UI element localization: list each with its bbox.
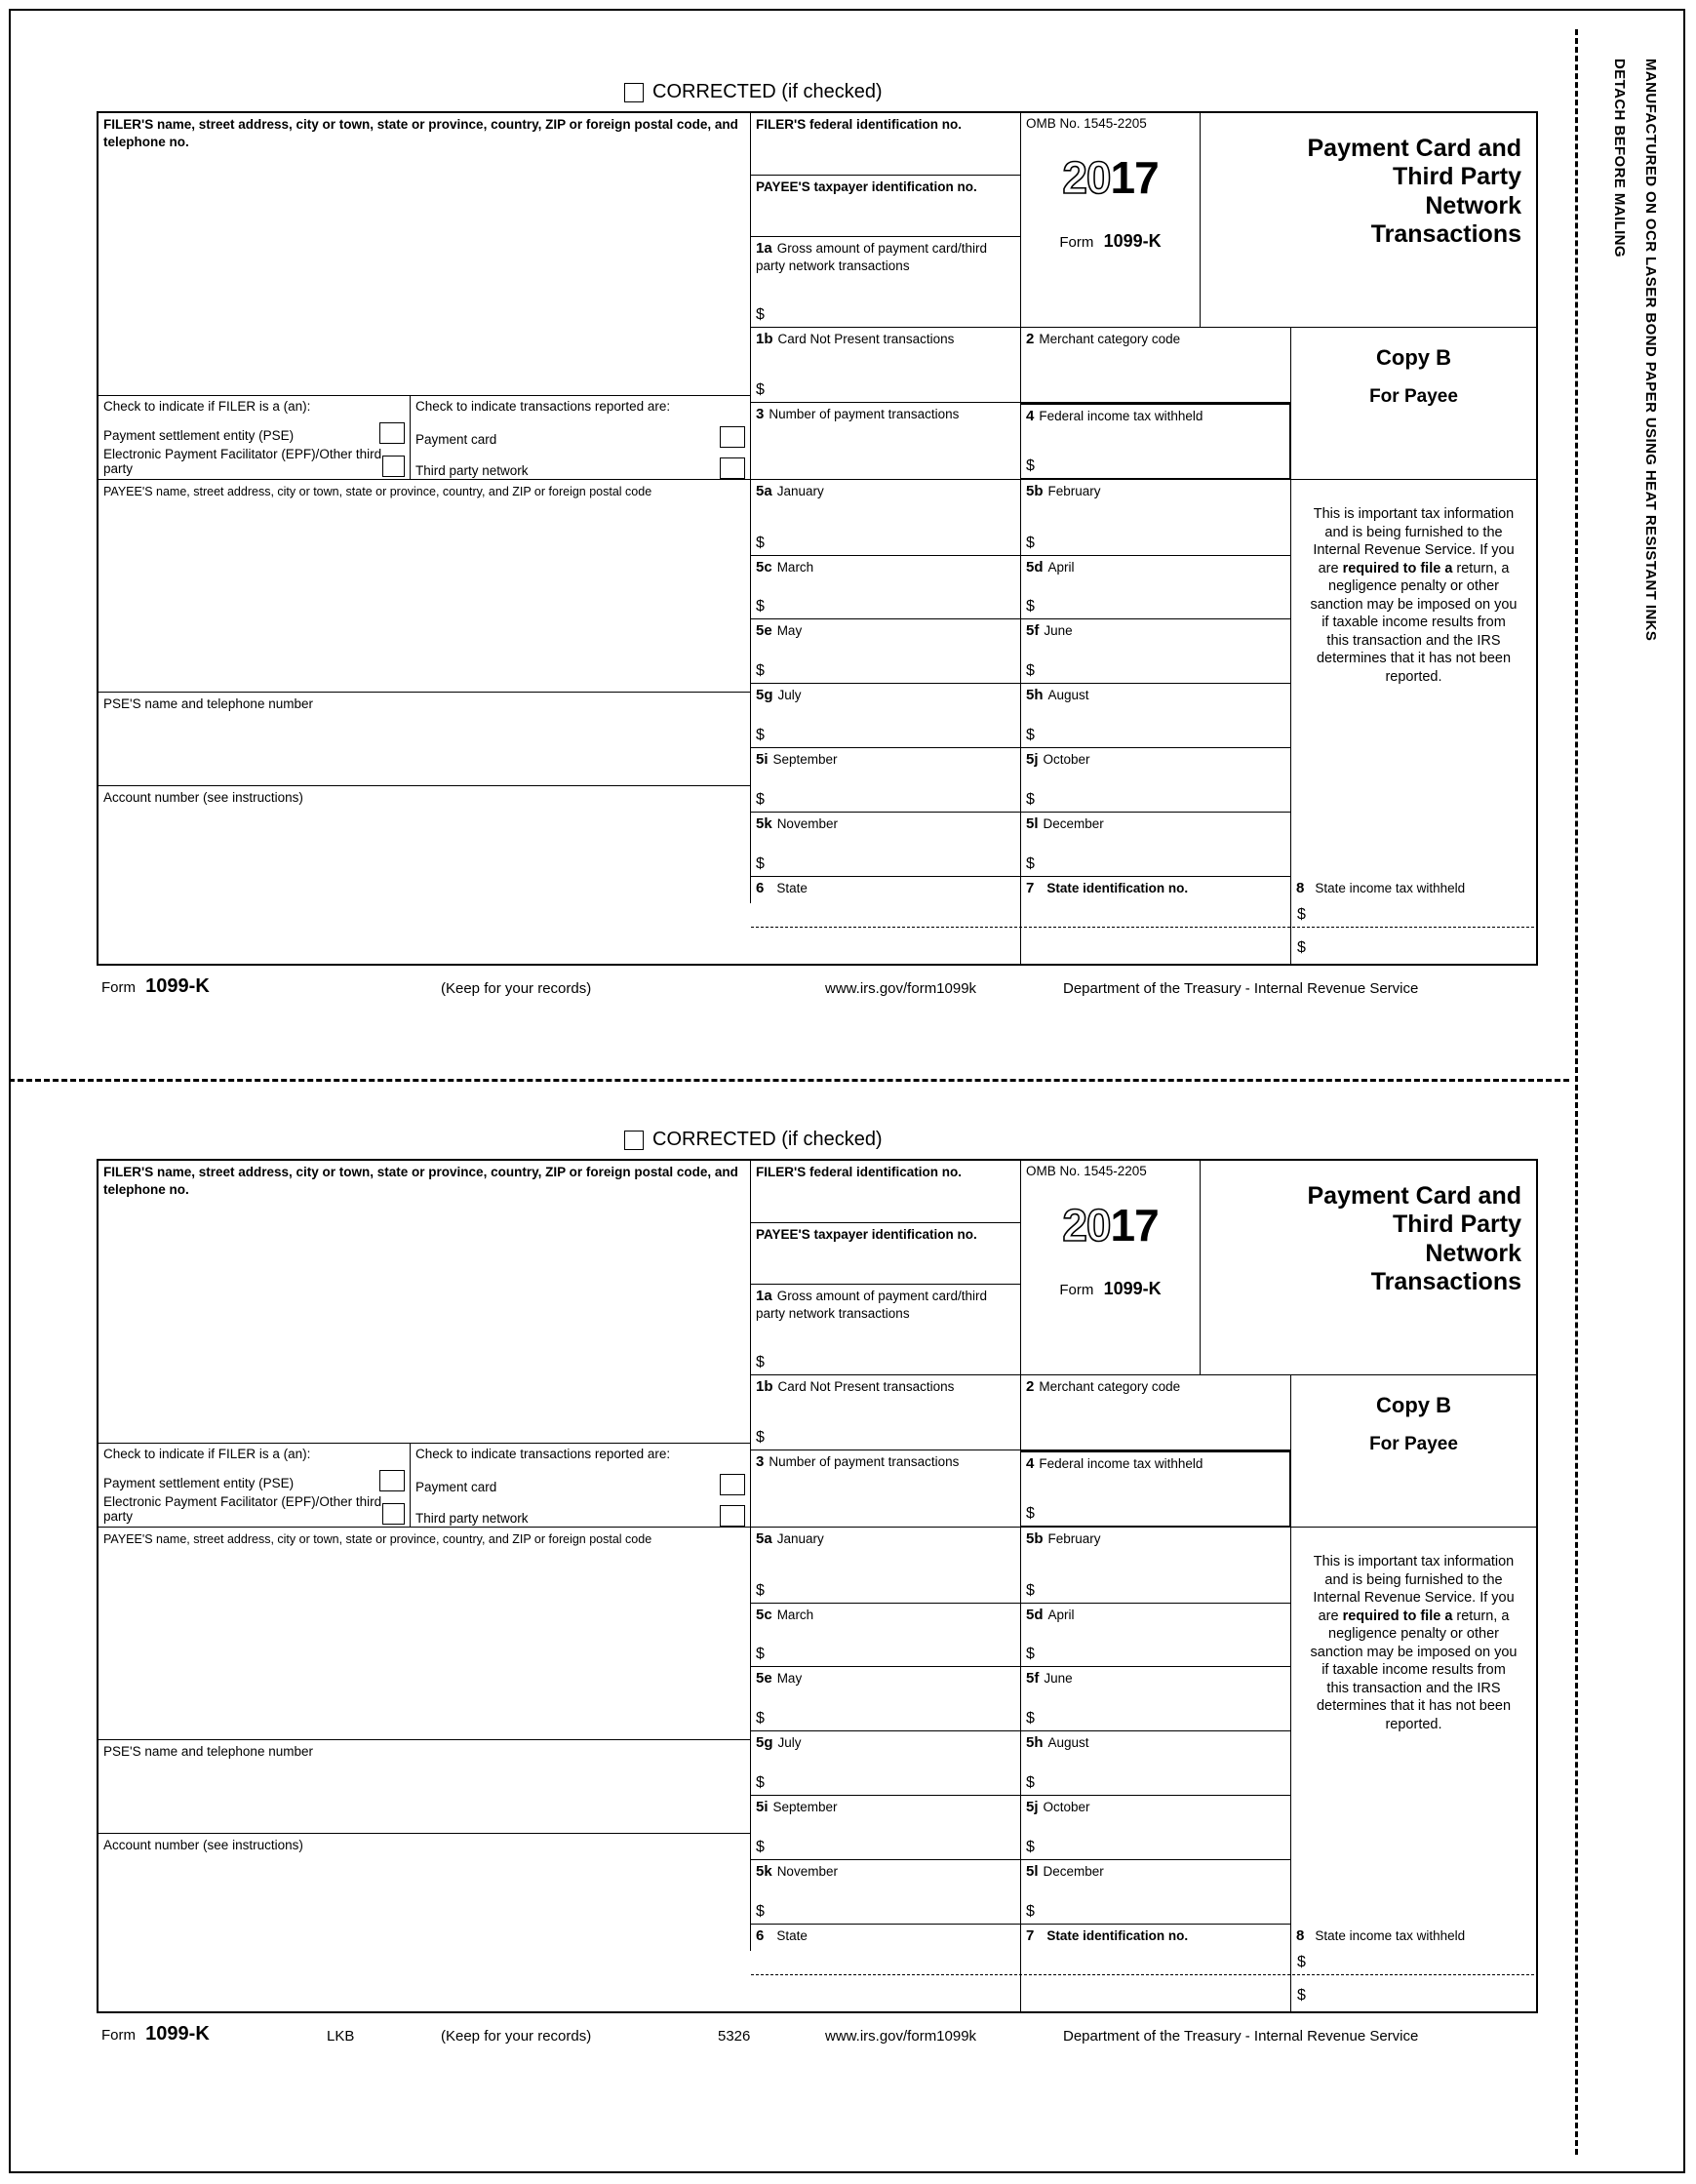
box-5e-number-2: 5e bbox=[756, 1670, 772, 1687]
box-4-number: 4 bbox=[1026, 408, 1035, 424]
box-5g-dollar-2: $ bbox=[756, 1774, 765, 1792]
copy-b-label-2: Copy B bbox=[1376, 1393, 1451, 1417]
box-2-number-2: 2 bbox=[1026, 1378, 1035, 1395]
corrected-checkbox[interactable] bbox=[624, 83, 644, 102]
box-5l-label: December bbox=[1043, 816, 1104, 831]
omb-year-box bbox=[1021, 113, 1201, 328]
box-1b-label: Card Not Present transactions bbox=[777, 332, 955, 346]
box-5i-label-2: September bbox=[772, 1800, 838, 1814]
box-7[interactable] bbox=[1021, 877, 1291, 965]
box-1a-dollar: $ bbox=[756, 306, 765, 324]
trans-1-label: Payment card bbox=[415, 432, 497, 447]
box-1b-label-2: Card Not Present transactions bbox=[777, 1379, 955, 1394]
copy-b-label: Copy B bbox=[1376, 345, 1451, 370]
box-1b-number: 1b bbox=[756, 331, 773, 347]
box-5g-number: 5g bbox=[756, 687, 773, 703]
box-5d-label: April bbox=[1047, 560, 1075, 575]
box-5e-label-2: May bbox=[776, 1671, 803, 1686]
box-1a[interactable] bbox=[751, 237, 1021, 328]
box-3-label: Number of payment transactions bbox=[769, 407, 960, 421]
payment-card-checkbox-2[interactable] bbox=[720, 1474, 745, 1495]
box-8-number: 8 bbox=[1296, 880, 1305, 896]
filer-type-epf-checkbox[interactable] bbox=[382, 456, 405, 477]
omb-label: OMB No. 1545-2205 bbox=[1026, 116, 1147, 131]
box-5d-label-2: April bbox=[1047, 1608, 1075, 1622]
trans-1-label-2: Payment card bbox=[415, 1480, 497, 1494]
box-1b-dollar-2: $ bbox=[756, 1429, 765, 1447]
manufactured-label: MANUFACTURED ON OCR LASER BOND PAPER USING HEAT RESISTANT INKS bbox=[1642, 59, 1659, 642]
box-4-number-2: 4 bbox=[1026, 1455, 1035, 1472]
form-title-line-2-2: Third Party bbox=[1393, 1211, 1521, 1239]
filer-type-heading-2: Check to indicate if FILER is a (an): bbox=[103, 1447, 311, 1461]
box-1b-number-2: 1b bbox=[756, 1378, 773, 1395]
footer-form-number: 1099-K bbox=[145, 975, 210, 997]
box-8-label-2: State income tax withheld bbox=[1315, 1928, 1466, 1943]
trans-2-label-2: Third party network bbox=[415, 1511, 529, 1526]
corrected-checkbox-row[interactable] bbox=[624, 81, 883, 103]
box-5b-number: 5b bbox=[1026, 483, 1044, 499]
box-8[interactable] bbox=[1291, 877, 1536, 965]
box-5k-dollar: $ bbox=[756, 855, 765, 873]
trans-2-label: Third party network bbox=[415, 463, 529, 478]
payee-notice-box bbox=[1291, 480, 1536, 903]
account-number-box[interactable] bbox=[99, 786, 751, 903]
payee-name-box-2[interactable] bbox=[99, 1528, 751, 1740]
form-title-box bbox=[1201, 113, 1536, 328]
payee-tin-box[interactable] bbox=[751, 176, 1021, 237]
state-rows-divider-2 bbox=[751, 1974, 1534, 1975]
footer-dept-1: Department of the Treasury - Internal Revenue Service bbox=[1063, 980, 1419, 997]
box-5k[interactable] bbox=[751, 813, 1021, 877]
transactions-type-box-2 bbox=[411, 1444, 751, 1528]
copy-b-box-2 bbox=[1291, 1375, 1536, 1528]
filer-type-box-2 bbox=[99, 1444, 411, 1528]
box-5c-dollar: $ bbox=[756, 598, 765, 615]
transactions-heading-2: Check to indicate transactions reported are: bbox=[415, 1447, 671, 1461]
box-7-label: State identification no. bbox=[1046, 881, 1189, 895]
box-5c-dollar-2: $ bbox=[756, 1646, 765, 1663]
box-8-dollar-2-2: $ bbox=[1297, 1987, 1306, 2004]
box-5e-label: May bbox=[776, 623, 803, 638]
footer-url-1: www.irs.gov/form1099k bbox=[825, 980, 977, 997]
omb-year-box-2 bbox=[1021, 1161, 1201, 1375]
detach-before-mailing-label: DETACH BEFORE MAILING bbox=[1611, 59, 1628, 258]
form-number: 1099-K bbox=[1103, 231, 1162, 252]
horizontal-cut-line bbox=[9, 1079, 1569, 1082]
box-5h-number-2: 5h bbox=[1026, 1734, 1044, 1751]
box-4[interactable] bbox=[1021, 403, 1291, 480]
box-5c-label: March bbox=[776, 560, 814, 575]
tax-year: 2017 bbox=[1062, 151, 1159, 203]
payee-tin-box-2[interactable] bbox=[751, 1223, 1021, 1285]
notice-part-1: This is important tax information and is being furnished to the Internal Revenue Service. If you are bbox=[1313, 506, 1515, 576]
box-4-label: Federal income tax withheld bbox=[1039, 409, 1203, 423]
box-5f-number: 5f bbox=[1026, 622, 1040, 639]
box-6[interactable] bbox=[751, 877, 1021, 965]
box-5d-number-2: 5d bbox=[1026, 1607, 1044, 1623]
box-5f-dollar: $ bbox=[1026, 662, 1035, 680]
footer-form-label-2 bbox=[101, 2023, 210, 2045]
box-1b-dollar: $ bbox=[756, 381, 765, 399]
box-4-2[interactable] bbox=[1021, 1450, 1291, 1528]
filer-tin-box[interactable] bbox=[751, 113, 1021, 176]
box-5c-label-2: March bbox=[776, 1608, 814, 1622]
for-payee-label: For Payee bbox=[1369, 385, 1458, 407]
box-5j-label-2: October bbox=[1043, 1800, 1090, 1814]
box-5i-label: September bbox=[772, 752, 838, 767]
vertical-cut-line bbox=[1575, 29, 1578, 2155]
payee-tin-label-2: PAYEE'S taxpayer identification no. bbox=[756, 1227, 977, 1242]
box-5i-number: 5i bbox=[756, 751, 769, 768]
footer-keep-1: (Keep for your records) bbox=[441, 980, 592, 997]
form-title-line-3-2: Network bbox=[1425, 1239, 1521, 1267]
account-number-label: Account number (see instructions) bbox=[103, 790, 303, 805]
box-5j-number-2: 5j bbox=[1026, 1799, 1039, 1815]
box-1a-2[interactable] bbox=[751, 1285, 1021, 1375]
form-title-box-2 bbox=[1201, 1161, 1536, 1375]
box-5i-2[interactable] bbox=[751, 1796, 1021, 1860]
box-8-dollar-2: $ bbox=[1297, 939, 1306, 956]
box-5b-label: February bbox=[1047, 484, 1101, 498]
payee-notice-box-2 bbox=[1291, 1528, 1536, 1951]
box-5k-number: 5k bbox=[756, 815, 772, 832]
filer-name-label-2: FILER'S name, street address, city or town, state or province, country, ZIP or foreign postal code, and telephone no. bbox=[103, 1165, 738, 1197]
box-5l-2[interactable] bbox=[1021, 1860, 1291, 1925]
box-8-2[interactable] bbox=[1291, 1925, 1536, 2012]
box-5f-number-2: 5f bbox=[1026, 1670, 1040, 1687]
box-1a-label-2: Gross amount of payment card/third party network transactions bbox=[756, 1289, 988, 1321]
box-5c-2[interactable] bbox=[751, 1604, 1021, 1667]
box-5g[interactable] bbox=[751, 684, 1021, 748]
transactions-heading: Check to indicate transactions reported are: bbox=[415, 399, 671, 414]
corrected-label-2: CORRECTED (if checked) bbox=[652, 1129, 883, 1150]
filer-name-box-2[interactable] bbox=[99, 1161, 751, 1444]
filer-name-label: FILER'S name, street address, city or town, state or province, country, ZIP or foreign postal code, and telephone no. bbox=[103, 117, 738, 149]
box-6-2[interactable] bbox=[751, 1925, 1021, 2012]
box-7-2[interactable] bbox=[1021, 1925, 1291, 2012]
box-3-number: 3 bbox=[756, 406, 765, 422]
notice-part-2-2: return, a negligence penalty or other sanction may be imposed on you if taxable income results from this transaction and the IRS determines that it has not been reported. bbox=[1310, 1608, 1518, 1732]
pse-name-box[interactable] bbox=[99, 693, 751, 786]
payee-notice-text bbox=[1296, 505, 1531, 686]
payment-card-checkbox[interactable] bbox=[720, 426, 745, 448]
box-5a-number: 5a bbox=[756, 483, 772, 499]
form-title-line-1-2: Payment Card and bbox=[1307, 1182, 1521, 1210]
box-1b[interactable] bbox=[751, 328, 1021, 403]
box-4-dollar-2: $ bbox=[1026, 1505, 1035, 1523]
box-5h-label-2: August bbox=[1047, 1735, 1089, 1750]
form-title-line-4: Transactions bbox=[1370, 219, 1521, 248]
box-5c[interactable] bbox=[751, 556, 1021, 619]
box-5f-label-2: June bbox=[1044, 1671, 1073, 1686]
tax-year-2: 2017 bbox=[1062, 1199, 1159, 1251]
copy-b-box bbox=[1291, 328, 1536, 480]
box-2[interactable] bbox=[1021, 328, 1291, 403]
box-5k-dollar-2: $ bbox=[756, 1903, 765, 1921]
form-number-2: 1099-K bbox=[1103, 1279, 1162, 1299]
box-8-dollar-1-2: $ bbox=[1297, 1954, 1306, 1970]
pse-name-box-2[interactable] bbox=[99, 1740, 751, 1834]
box-5l-label-2: December bbox=[1043, 1864, 1104, 1879]
box-5e[interactable] bbox=[751, 619, 1021, 684]
box-8-label: State income tax withheld bbox=[1315, 881, 1466, 895]
box-5i[interactable] bbox=[751, 748, 1021, 813]
form-grid-2 bbox=[97, 1159, 1538, 2013]
box-3-label-2: Number of payment transactions bbox=[769, 1454, 960, 1469]
box-5f-dollar-2: $ bbox=[1026, 1710, 1035, 1727]
box-5e-dollar-2: $ bbox=[756, 1710, 765, 1727]
account-number-box-2[interactable] bbox=[99, 1834, 751, 1951]
box-1a-number: 1a bbox=[756, 240, 772, 257]
box-8-number-2: 8 bbox=[1296, 1927, 1305, 1944]
box-5j[interactable] bbox=[1021, 748, 1291, 813]
box-3[interactable] bbox=[751, 403, 1021, 480]
box-5g-label-2: July bbox=[777, 1735, 802, 1750]
box-5l[interactable] bbox=[1021, 813, 1291, 877]
box-2-label: Merchant category code bbox=[1039, 332, 1181, 346]
box-8-dollar-1: $ bbox=[1297, 906, 1306, 923]
corrected-checkbox-row-2[interactable] bbox=[624, 1129, 883, 1151]
account-number-label-2: Account number (see instructions) bbox=[103, 1838, 303, 1852]
box-5f[interactable] bbox=[1021, 619, 1291, 684]
box-5l-dollar: $ bbox=[1026, 855, 1035, 873]
box-5e-2[interactable] bbox=[751, 1667, 1021, 1731]
notice-part-1-2: This is important tax information and is being furnished to the Internal Revenue Service. If you are bbox=[1313, 1554, 1515, 1624]
box-5i-dollar-2: $ bbox=[756, 1839, 765, 1856]
filer-type-pse-checkbox-2[interactable] bbox=[379, 1470, 405, 1491]
box-5g-label: July bbox=[777, 688, 802, 702]
pse-label-2: PSE'S name and telephone number bbox=[103, 1744, 313, 1759]
box-4-label-2: Federal income tax withheld bbox=[1039, 1456, 1203, 1471]
form-label: Form bbox=[1059, 234, 1094, 252]
form-grid-1 bbox=[97, 111, 1538, 966]
box-5h[interactable] bbox=[1021, 684, 1291, 748]
box-5i-dollar: $ bbox=[756, 791, 765, 809]
box-7-label-2: State identification no. bbox=[1046, 1928, 1189, 1943]
box-5k-label-2: November bbox=[776, 1864, 838, 1879]
box-5b-dollar: $ bbox=[1026, 535, 1035, 552]
payee-notice-text-2 bbox=[1296, 1553, 1531, 1733]
box-5a-label-2: January bbox=[776, 1531, 824, 1546]
box-5e-dollar: $ bbox=[756, 662, 765, 680]
box-5k-label: November bbox=[776, 816, 838, 831]
form-title-line-4-2: Transactions bbox=[1370, 1267, 1521, 1295]
omb-label-2: OMB No. 1545-2205 bbox=[1026, 1164, 1147, 1178]
box-6-number-2: 6 bbox=[756, 1927, 765, 1944]
box-6-label-2: State bbox=[776, 1928, 808, 1943]
box-5j-label: October bbox=[1043, 752, 1090, 767]
footer-form-number-2: 1099-K bbox=[145, 2023, 210, 2045]
footer-form-label-1 bbox=[101, 975, 210, 998]
box-5c-number-2: 5c bbox=[756, 1607, 772, 1623]
box-1a-label: Gross amount of payment card/third party network transactions bbox=[756, 241, 988, 273]
box-5j-dollar-2: $ bbox=[1026, 1839, 1035, 1856]
box-5h-number: 5h bbox=[1026, 687, 1044, 703]
footer-form-label-text-2: Form bbox=[101, 2027, 136, 2044]
footer-form-label-text: Form bbox=[101, 979, 136, 996]
box-3-2[interactable] bbox=[751, 1450, 1021, 1528]
box-5d-2[interactable] bbox=[1021, 1604, 1291, 1667]
box-2-number: 2 bbox=[1026, 331, 1035, 347]
third-party-network-checkbox[interactable] bbox=[720, 457, 745, 479]
box-1a-dollar-2: $ bbox=[756, 1354, 765, 1371]
box-1a-number-2: 1a bbox=[756, 1288, 772, 1304]
filer-type-1-label: Payment settlement entity (PSE) bbox=[103, 428, 295, 443]
box-7-number-2: 7 bbox=[1026, 1927, 1035, 1944]
payee-name-label: PAYEE'S name, street address, city or town, state or province, country, and ZIP or foreign postal code bbox=[103, 485, 652, 498]
box-5d-dollar-2: $ bbox=[1026, 1646, 1035, 1663]
box-7-number: 7 bbox=[1026, 880, 1035, 896]
filer-type-2-label-2: Electronic Payment Facilitator (EPF)/Other third party bbox=[103, 1493, 382, 1524]
box-5a-label: January bbox=[776, 484, 824, 498]
filer-tin-label: FILER'S federal identification no. bbox=[756, 117, 962, 132]
box-5c-number: 5c bbox=[756, 559, 772, 576]
filer-tin-label-2: FILER'S federal identification no. bbox=[756, 1165, 962, 1179]
form-title-line-1: Payment Card and bbox=[1307, 135, 1521, 162]
box-5b-2[interactable] bbox=[1021, 1528, 1291, 1604]
box-1b-2[interactable] bbox=[751, 1375, 1021, 1450]
box-3-number-2: 3 bbox=[756, 1453, 765, 1470]
box-5h-dollar: $ bbox=[1026, 727, 1035, 744]
box-5j-number: 5j bbox=[1026, 751, 1039, 768]
box-5k-2[interactable] bbox=[751, 1860, 1021, 1925]
box-4-dollar: $ bbox=[1026, 457, 1035, 475]
box-5f-2[interactable] bbox=[1021, 1667, 1291, 1731]
box-5l-number-2: 5l bbox=[1026, 1863, 1039, 1880]
box-5g-number-2: 5g bbox=[756, 1734, 773, 1751]
form-title-line-3: Network bbox=[1425, 191, 1521, 219]
box-5b-number-2: 5b bbox=[1026, 1530, 1044, 1547]
filer-type-box bbox=[99, 396, 411, 480]
box-5i-number-2: 5i bbox=[756, 1799, 769, 1815]
box-2-label-2: Merchant category code bbox=[1039, 1379, 1181, 1394]
footer-code: 5326 bbox=[718, 2028, 751, 2045]
box-5g-dollar: $ bbox=[756, 727, 765, 744]
box-5e-number: 5e bbox=[756, 622, 772, 639]
payee-name-label-2: PAYEE'S name, street address, city or town, state or province, country, and ZIP or foreign postal code bbox=[103, 1532, 652, 1546]
footer-dept-2: Department of the Treasury - Internal Revenue Service bbox=[1063, 2028, 1419, 2045]
box-5b[interactable] bbox=[1021, 480, 1291, 556]
box-5h-2[interactable] bbox=[1021, 1731, 1291, 1796]
box-2-2[interactable] bbox=[1021, 1375, 1291, 1450]
filer-type-2-label: Electronic Payment Facilitator (EPF)/Other third party bbox=[103, 446, 382, 476]
filer-type-pse-checkbox[interactable] bbox=[379, 422, 405, 444]
filer-type-epf-checkbox-2[interactable] bbox=[382, 1503, 405, 1525]
notice-bold: required to file a bbox=[1342, 560, 1453, 576]
box-5d[interactable] bbox=[1021, 556, 1291, 619]
box-5b-dollar-2: $ bbox=[1026, 1582, 1035, 1600]
box-5h-label: August bbox=[1047, 688, 1089, 702]
state-rows-divider bbox=[751, 927, 1534, 928]
form-label-2: Form bbox=[1059, 1282, 1094, 1299]
third-party-network-checkbox-2[interactable] bbox=[720, 1505, 745, 1527]
box-6-number: 6 bbox=[756, 880, 765, 896]
payee-name-box[interactable] bbox=[99, 480, 751, 693]
filer-type-heading: Check to indicate if FILER is a (an): bbox=[103, 399, 311, 414]
filer-name-box[interactable] bbox=[99, 113, 751, 396]
form-title-line-2: Third Party bbox=[1393, 163, 1521, 191]
payee-tin-label: PAYEE'S taxpayer identification no. bbox=[756, 179, 977, 194]
box-5k-number-2: 5k bbox=[756, 1863, 772, 1880]
footer-keep-2: (Keep for your records) bbox=[441, 2028, 592, 2045]
box-5b-label-2: February bbox=[1047, 1531, 1101, 1546]
box-5j-2[interactable] bbox=[1021, 1796, 1291, 1860]
box-5a-2[interactable] bbox=[751, 1528, 1021, 1604]
box-5a[interactable] bbox=[751, 480, 1021, 556]
corrected-checkbox-2[interactable] bbox=[624, 1131, 644, 1150]
box-5l-number: 5l bbox=[1026, 815, 1039, 832]
footer-url-2: www.irs.gov/form1099k bbox=[825, 2028, 977, 2045]
box-5f-label: June bbox=[1044, 623, 1073, 638]
footer-lkb: LKB bbox=[327, 2028, 355, 2045]
corrected-label: CORRECTED (if checked) bbox=[652, 81, 883, 102]
box-5h-dollar-2: $ bbox=[1026, 1774, 1035, 1792]
filer-type-1-label-2: Payment settlement entity (PSE) bbox=[103, 1476, 295, 1490]
box-5d-number: 5d bbox=[1026, 559, 1044, 576]
box-5j-dollar: $ bbox=[1026, 791, 1035, 809]
notice-bold-2: required to file a bbox=[1342, 1608, 1453, 1624]
box-5l-dollar-2: $ bbox=[1026, 1903, 1035, 1921]
notice-part-2: return, a negligence penalty or other sanction may be imposed on you if taxable income results from this transaction and the IRS determines that it has not been reported. bbox=[1310, 560, 1518, 685]
box-5d-dollar: $ bbox=[1026, 598, 1035, 615]
filer-tin-box-2[interactable] bbox=[751, 1161, 1021, 1223]
box-6-label: State bbox=[776, 881, 808, 895]
transactions-type-box bbox=[411, 396, 751, 480]
for-payee-label-2: For Payee bbox=[1369, 1433, 1458, 1454]
box-5a-dollar-2: $ bbox=[756, 1582, 765, 1600]
box-5a-number-2: 5a bbox=[756, 1530, 772, 1547]
pse-label: PSE'S name and telephone number bbox=[103, 696, 313, 711]
box-5g-2[interactable] bbox=[751, 1731, 1021, 1796]
box-5a-dollar: $ bbox=[756, 535, 765, 552]
